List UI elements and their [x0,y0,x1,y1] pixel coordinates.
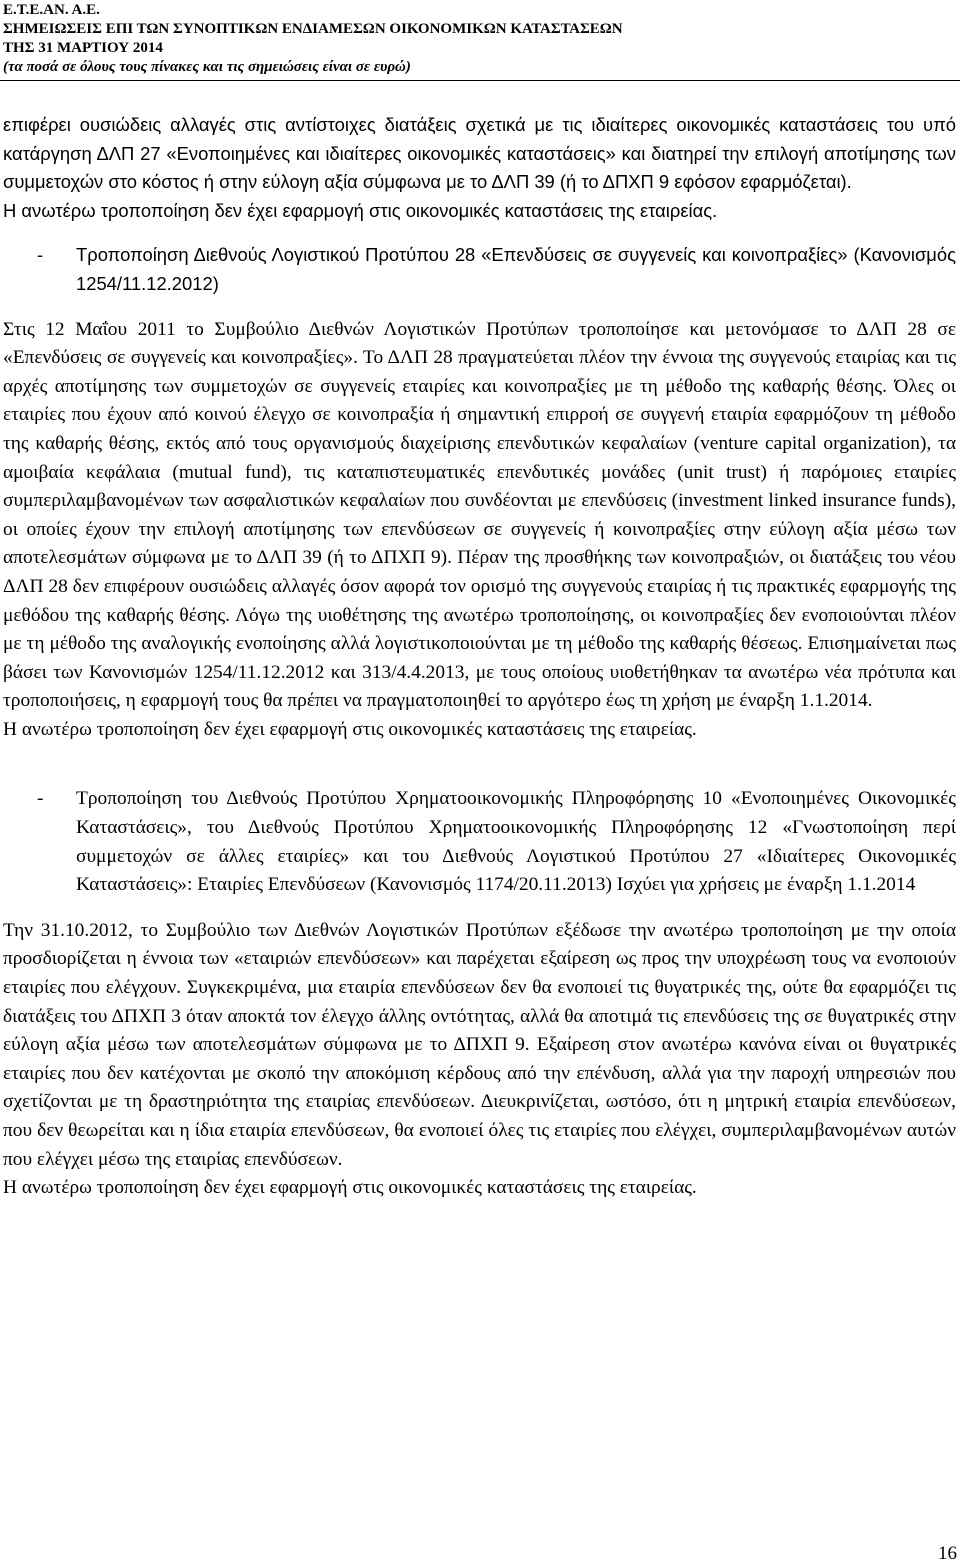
paragraph-no-impact-2: Η ανωτέρω τροποποίηση δεν έχει εφαρμογή στις οικονομικές καταστάσεις της εταιρείας. [3,718,697,740]
paragraph-ias28-description: Στις 12 Μαΐου 2011 το Συμβούλιο Διεθνών Λογιστικών Προτύπων τροποποίησε και μετονόμασε το ΔΛΠ 28 σε «Επενδύσεις σε συγγενείς και κοινοπραξίες». Το ΔΛΠ 28 πραγματεύεται πλέον την έννοια της συγγενούς εταιρίας και τις αρχές αποτίμησης των συμμετοχών σε συγγενείς εταιρίες και κοινοπραξίες με τη μέθοδο της καθαρής θέσης. Όλες οι εταιρίες που έχουν από κοινού έλεγχο σε κοινοπραξία ή σημαντική επιρροή σε συγγενή εταιρία εφαρμόζουν τη μέθοδο της καθαρής θέσης, εκτός από τους οργανισμούς διαχείρισης επενδυτικών κεφαλαίων (venture capital organization), τα αμοιβαία κεφάλαια (mutual fund), τις καταπιστευματικές επενδυτικές μονάδες (unit trust) ή παρόμοιες εταιρίες συμπεριλαμβανομένων των ασφαλιστικών κεφαλαίων που συνδέονται με επενδύσεις (investment linked insurance funds), οι οποίες έχουν την επιλογή αποτίμησης των επενδύσεων σε συγγενείς ή κοινοπραξίες στην εύλογη αξία μέσω των αποτελεσμάτων σύμφωνα με το ΔΛΠ 39 (ή το ΔΠΧΠ 9). Πέραν της προσθήκης των κοινοπραξιών, οι διατάξεις του νέου ΔΛΠ 28 δεν επιφέρουν ουσιώδεις αλλαγές όσον αφορά τον ορισμό της συγγενούς εταιρίας ή τις πρακτικές εφαρμογής της μεθόδου της καθαρής θέσης. Λόγω της υιοθέτησης της ανωτέρω τροποποίησης, οι κοινοπραξίες δεν ενοποιούνται πλέον με τη μέθοδο της αναλογικής ενοποίησης αλλά λογιστικοποιούνται με τη μέθοδο της καθαρής θέσεως. Επισημαίνεται πως βάσει των Κανονισμών 1254/11.12.2012 και 313/4.4.2013, με τους οποίους υιοθετήθηκαν τα ανωτέρω νέα πρότυπα και τροποποιήσεις, η εφαρμογή τους θα πρέπει να πραγματοποιηθεί το αργότερο έως τη χρήση με έναρξη 1.1.2014. [3,318,956,712]
document-body [3,111,956,1203]
bullet-dash: - [37,788,44,810]
company-name: Ε.Τ.Ε.ΑΝ. Α.Ε. [3,2,100,18]
page-number: 16 [938,1543,957,1564]
item-ifrs10-title: Τροποποίηση του Διεθνούς Προτύπου Χρηματοοικονομικής Πληροφόρησης 10 «Ενοποιημένες Οικονομικές Καταστάσεις», του Διεθνούς Προτύπου Χρηματοοικονομικής Πληροφόρησης 12 «Γνωστοποίηση περί συμμετοχών σε άλλες εταιρίες» και του Διεθνούς Λογιστικού Προτύπου 27 «Ιδιαίτερες Οικονομικές Καταστάσεις»: Εταιρίες Επενδύσεων (Κανονισμός 1174/20.11.2013) Ισχύει για χρήσεις με έναρξη 1.1.2014 [76,788,956,896]
paragraph-no-impact-1: Η ανωτέρω τροποποίηση δεν έχει εφαρμογή στις οικονομικές καταστάσεις της εταιρείας. [3,199,718,221]
header-divider [0,80,960,81]
document-header [3,1,623,77]
list-item-ias28-amendment [3,241,956,298]
bullet-dash: - [37,244,44,266]
currency-note: (τα ποσά σε όλους τους πίνακες και τις σημειώσεις είναι σε ευρώ) [3,59,411,75]
report-date: ΤΗΣ 31 ΜΑΡΤΙΟΥ 2014 [3,40,163,56]
notes-title: ΣΗΜΕΙΩΣΕΙΣ ΕΠΙ ΤΩΝ ΣΥΝΟΠΤΙΚΩΝ ΕΝΔΙΑΜΕΣΩΝ ΟΙΚΟΝΟΜΙΚΩΝ ΚΑΤΑΣΤΑΣΕΩΝ [3,21,623,37]
item-ias28-title: Τροποποίηση Διεθνούς Λογιστικού Προτύπου 28 «Επενδύσεις σε συγγενείς και κοινοπραξίες» (Κανονισμός 1254/11.12.2012) [76,244,956,294]
list-item-ifrs10-amendment [3,785,956,899]
paragraph-ias27-continuation: επιφέρει ουσιώδεις αλλαγές στις αντίστοιχες διατάξεις σχετικά με τις ιδιαίτερες οικονομικές καταστάσεις του υπό κατάργηση ΔΛΠ 27 «Ενοποιημένες και ιδιαίτερες οικονομικές καταστάσεις» και διατηρεί την επιλογή αποτίμησης των συμμετοχών στο κόστος ή στην εύλογη αξία σύμφωνα με το ΔΛΠ 39 (ή το ΔΠΧΠ 9 εφόσον εφαρμόζεται). [3,114,956,193]
paragraph-no-impact-3: Η ανωτέρω τροποποίηση δεν έχει εφαρμογή στις οικονομικές καταστάσεις της εταιρείας. [3,1177,697,1199]
paragraph-investment-entities: Την 31.10.2012, το Συμβούλιο των Διεθνών Λογιστικών Προτύπων εξέδωσε την ανωτέρω τροποποίηση με την οποία προσδιορίζεται η έννοια των «εταιριών επενδύσεων» και παρέχεται εξαίρεση ως προς την υποχρέωση τους να ενοποιούν εταιρίες που ελέγχουν. Συγκεκριμένα, μια εταιρία επενδύσεων δεν θα ενοποιεί τις θυγατρικές της, ούτε θα εφαρμόζει τις διατάξεις του ΔΠΧΠ 3 όταν αποκτά τον έλεγχο άλλης οντότητας, αλλά θα αποτιμά τις επενδύσεις της σε θυγατρικές στην εύλογη αξία μέσω των αποτελεσμάτων σύμφωνα με το ΔΠΧΠ 9. Εξαίρεση στον ανωτέρω κανόνα είναι οι θυγατρικές εταιρίες που δεν κατέχονται με σκοπό την αποκόμιση κέρδους από την επένδυση, αλλά για την παροχή υπηρεσιών που σχετίζονται με τη δραστηριότητα της εταιρίας επενδύσεων. Διευκρινίζεται, ωστόσο, ότι η μητρική εταιρία επενδύσεων, που δεν θεωρείται και η ίδια εταιρία επενδύσεων, θα ενοποιεί όλες τις εταιρίες που ελέγχει, συμπεριλαμβανομένων αυτών που ελέγχει μέσω της εταιρίας επενδύσεων. [3,919,956,1170]
